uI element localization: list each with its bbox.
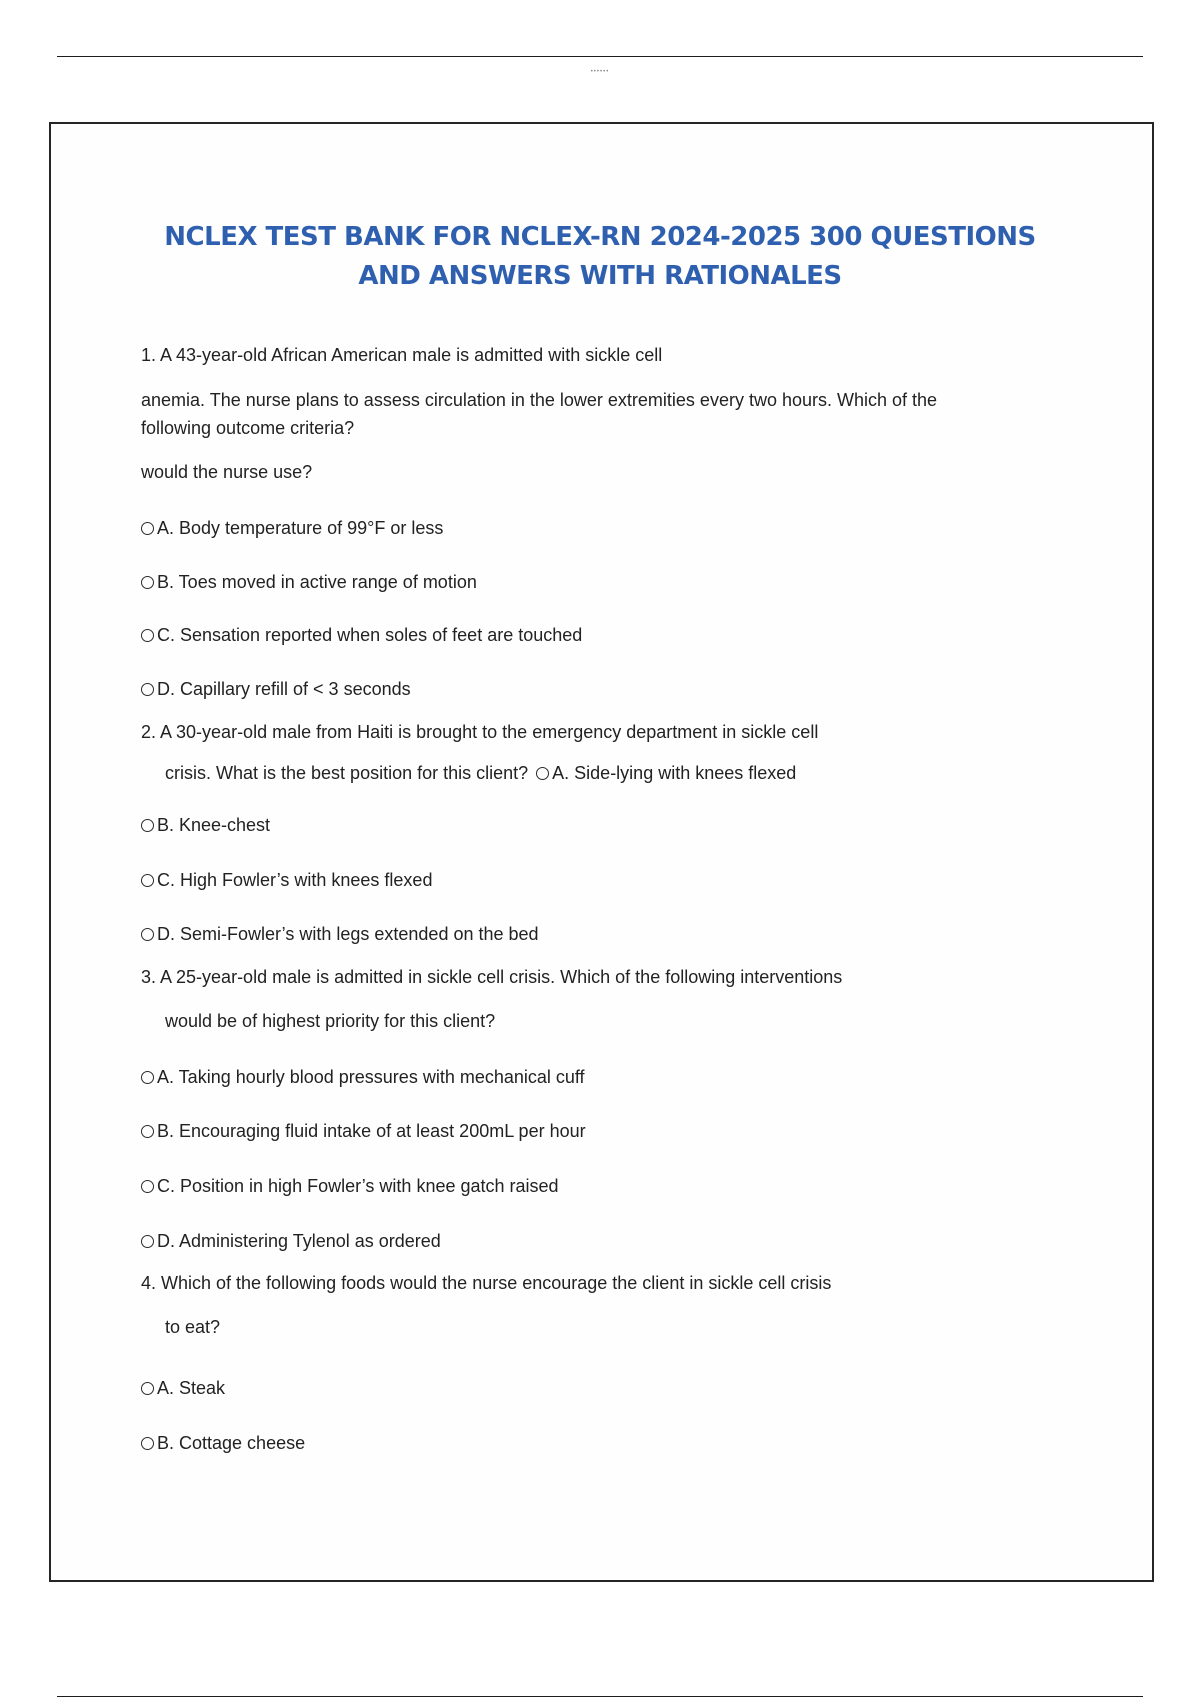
q1-option-b[interactable] bbox=[141, 570, 477, 594]
radio-circle-icon bbox=[141, 1235, 154, 1248]
q3-stem-line-2: would be of highest priority for this client? bbox=[165, 1011, 496, 1031]
q4-option-b[interactable] bbox=[141, 1431, 305, 1455]
radio-circle-icon bbox=[141, 1180, 154, 1193]
q2-option-c[interactable] bbox=[141, 868, 432, 892]
radio-circle-icon bbox=[141, 1437, 154, 1450]
q3-option-c[interactable] bbox=[141, 1174, 559, 1198]
radio-circle-icon bbox=[141, 522, 154, 535]
header-rule bbox=[57, 56, 1143, 57]
radio-circle-icon bbox=[141, 874, 154, 887]
title-line-2: AND ANSWERS WITH RATIONALES bbox=[358, 261, 842, 291]
q3-option-d-label: D. Administering Tylenol as ordered bbox=[157, 1231, 441, 1251]
q2-option-b-label: B. Knee-chest bbox=[157, 815, 271, 835]
q2-stem-line-1: 2. A 30-year-old male from Haiti is brought to the emergency department in sickle cell bbox=[141, 722, 819, 742]
footer-rule bbox=[57, 1696, 1143, 1697]
q3-option-b-label: B. Encouraging fluid intake of at least 200mL per hour bbox=[157, 1121, 586, 1141]
q2-stem-line-2-text: crisis. What is the best position for this client? bbox=[165, 763, 529, 783]
q2-option-a-label: A. Side-lying with knees flexed bbox=[552, 763, 797, 783]
q1-stem-line-4: would the nurse use? bbox=[141, 462, 313, 482]
q2-option-b[interactable] bbox=[141, 813, 270, 837]
q1-option-b-label: B. Toes moved in active range of motion bbox=[157, 572, 477, 592]
q3-option-c-label: C. Position in high Fowler’s with knee gatch raised bbox=[157, 1176, 559, 1196]
q1-option-a[interactable] bbox=[141, 516, 443, 540]
q1-option-d[interactable] bbox=[141, 677, 411, 701]
q4-stem-line-1: 4. Which of the following foods would the nurse encourage the client in sickle cell crisis bbox=[141, 1273, 832, 1293]
title-line-1: NCLEX TEST BANK FOR NCLEX-RN 2024-2025 300 QUESTIONS bbox=[164, 222, 1036, 252]
q2-stem-line-2 bbox=[165, 761, 796, 785]
q3-stem-line-1: 3. A 25-year-old male is admitted in sickle cell crisis. Which of the following interventions bbox=[141, 967, 843, 987]
q3-option-b[interactable] bbox=[141, 1119, 586, 1143]
q4-option-a-label: A. Steak bbox=[157, 1378, 226, 1398]
q4-option-a[interactable] bbox=[141, 1376, 225, 1400]
q2-option-c-label: C. High Fowler’s with knees flexed bbox=[157, 870, 433, 890]
radio-circle-icon bbox=[141, 1125, 154, 1138]
q1-option-d-label: D. Capillary refill of < 3 seconds bbox=[157, 679, 411, 699]
q1-option-c[interactable] bbox=[141, 623, 582, 647]
radio-circle-icon bbox=[141, 1382, 154, 1395]
radio-circle-icon bbox=[141, 819, 154, 832]
q1-stem-line-2: anemia. The nurse plans to assess circulation in the lower extremities every two hours. Which of the bbox=[141, 390, 938, 410]
q4-stem-line-2: to eat? bbox=[165, 1317, 221, 1337]
q1-stem-line-3: following outcome criteria? bbox=[141, 418, 355, 438]
q1-option-a-label: A. Body temperature of 99°F or less bbox=[157, 518, 444, 538]
radio-circle-icon bbox=[141, 576, 154, 589]
q2-option-a[interactable] bbox=[536, 763, 796, 783]
q3-option-d[interactable] bbox=[141, 1229, 441, 1253]
radio-circle-icon bbox=[141, 683, 154, 696]
radio-circle-icon bbox=[141, 1071, 154, 1084]
q2-option-d-label: D. Semi-Fowler’s with legs extended on the bed bbox=[157, 924, 539, 944]
q4-option-b-label: B. Cottage cheese bbox=[157, 1433, 306, 1453]
document-title bbox=[100, 218, 1100, 296]
radio-circle-icon bbox=[141, 928, 154, 941]
page-border bbox=[49, 122, 1154, 1582]
q3-option-a[interactable] bbox=[141, 1065, 585, 1089]
q1-option-c-label: C. Sensation reported when soles of feet are touched bbox=[157, 625, 583, 645]
q1-stem-line-1: 1. A 43-year-old African American male is admitted with sickle cell bbox=[141, 345, 663, 365]
header-mark: •••••• bbox=[590, 69, 610, 75]
q2-option-d[interactable] bbox=[141, 922, 539, 946]
radio-circle-icon bbox=[536, 767, 549, 780]
radio-circle-icon bbox=[141, 629, 154, 642]
q3-option-a-label: A. Taking hourly blood pressures with mechanical cuff bbox=[157, 1067, 585, 1087]
